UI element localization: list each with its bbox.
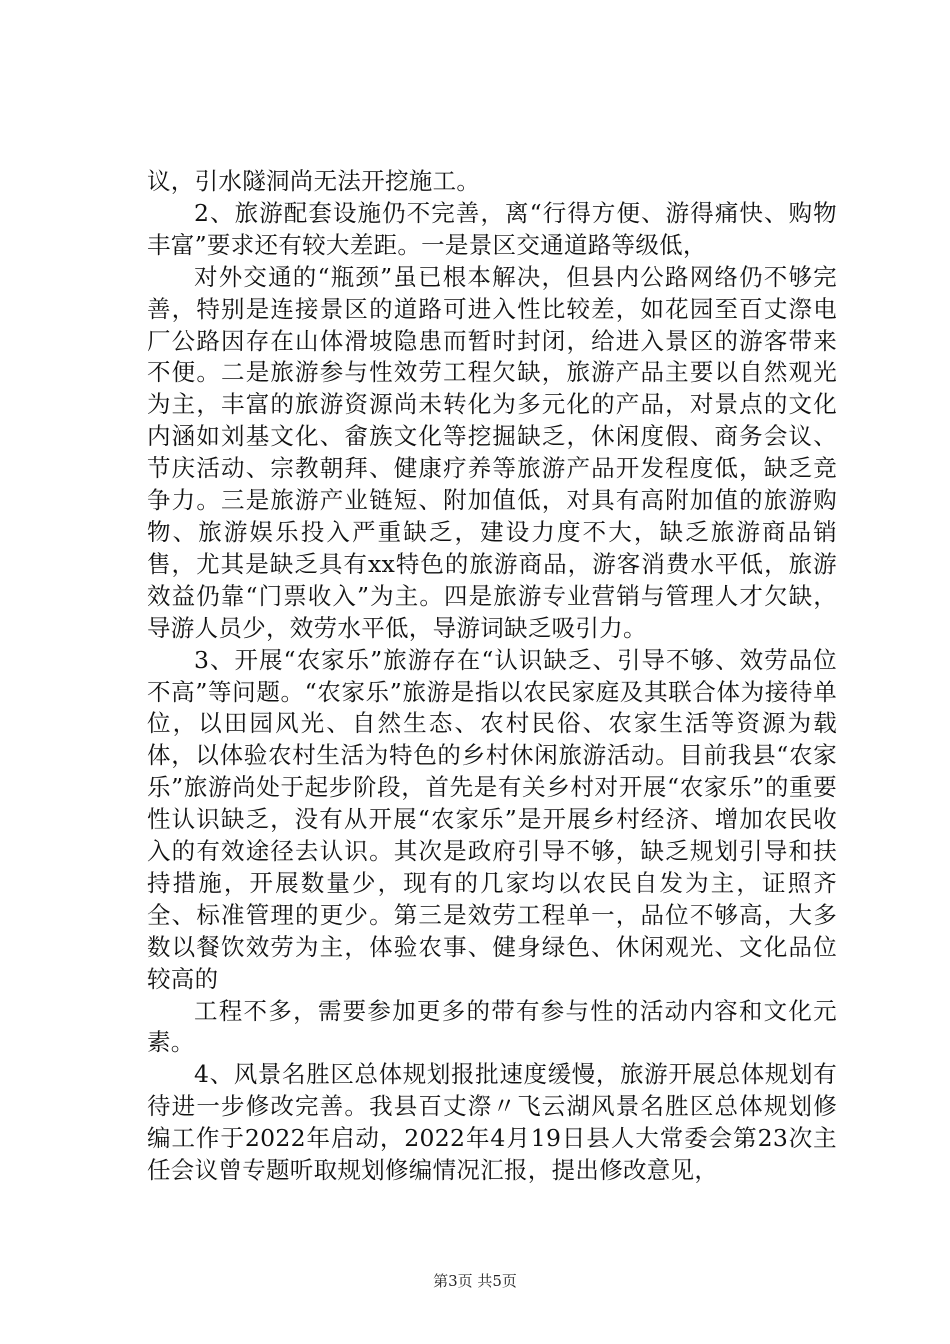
paragraph-3: 对外交通的“瓶颈”虽已根本解决，但县内公路网络仍不够完善，特别是连接景区的道路可进入性比较差，如花园至百丈漈电厂公路因存在山体滑坡隐患而暂时封闭，给进入景区的游客带来不便。二是旅游参与性效劳工程欠缺，旅游产品主要以自然观光为主，丰富的旅游资源尚未转化为多元化的产品，对景点的文化内涵如刘基文化、畲族文化等挖掘缺乏，休闲度假、商务会议、节庆活动、宗教朝拜、健康疗养等旅游产品开发程度低，缺乏竞争力。三是旅游产业链短、附加值低，对具有高附加值的旅游购物、旅游娱乐投入严重缺乏，建设力度不大，缺乏旅游商品销售，尤其是缺乏具有xx特色的旅游商品，游客消费水平低，旅游效益仍靠“门票收入”为主。四是旅游专业营销与管理人才欠缺，导游人员少，效劳水平低，导游词缺乏吸引力。 [147, 262, 837, 642]
paragraph-1: 议，引水隧洞尚无法开挖施工。 [147, 167, 481, 195]
paragraph-4: 3、开展“农家乐”旅游存在“认识缺乏、引导不够、效劳品位不高”等问题。“农家乐”旅游是指以农民家庭及其联合体为接待单位，以田园风光、自然生态、农村民俗、农家生活等资源为载体，以体验农村生活为特色的乡村休闲旅游活动。目前我县“农家乐”旅游尚处于起步阶段，首先是有关乡村对开展“农家乐”的重要性认识缺乏，没有从开展“农家乐”是开展乡村经济、增加农民收入的有效途径去认识。其次是政府引导不够，缺乏规划引导和扶持措施，开展数量少，现有的几家均以农民自发为主，证照齐全、标准管理的更少。第三是效劳工程单一，品位不够高，大多数以餐饮效劳为主，体验农事、健身绿色、休闲观光、文化品位较高的 [147, 645, 837, 993]
page-footer: 第3页 共5页 [433, 1272, 517, 1290]
paragraph-5: 工程不多，需要参加更多的带有参与性的活动内容和文化元素。 [147, 996, 837, 1057]
document-body [147, 166, 837, 1187]
paragraph-6: 4、风景名胜区总体规划报批速度缓慢，旅游开展总体规划有待进一步修改完善。我县百丈漈〃飞云湖风景名胜区总体规划修编工作于2022年启动，2022年4月19日县人大常委会第23次主任会议曾专题听取规划修编情况汇报，提出修改意见， [147, 1060, 837, 1185]
paragraph-2: 2、旅游配套设施仍不完善，离“行得方便、游得痛快、购物丰富”要求还有较大差距。一是景区交通道路等级低， [147, 198, 837, 259]
